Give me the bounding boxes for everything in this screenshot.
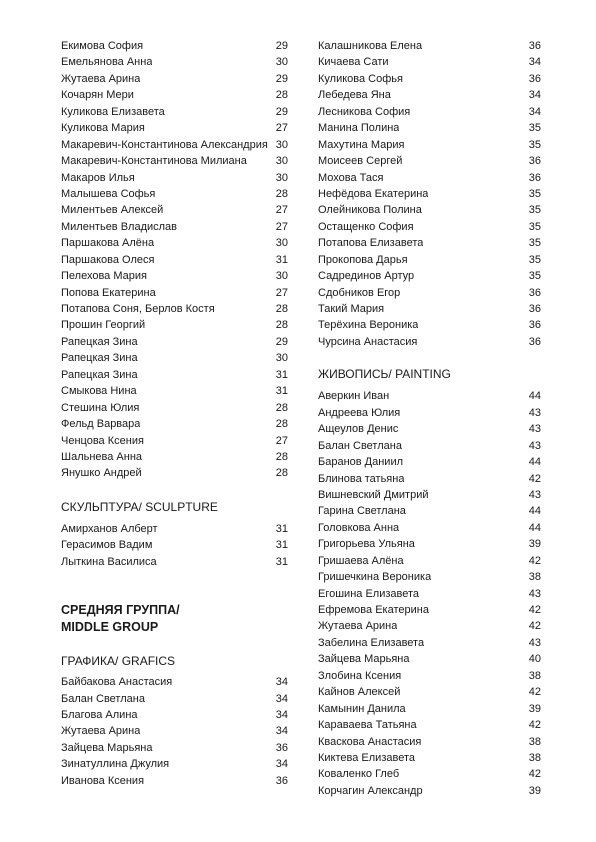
page-number: 38 bbox=[528, 571, 541, 584]
list-item bbox=[318, 170, 541, 186]
list-item bbox=[318, 219, 541, 235]
page-number: 30 bbox=[275, 237, 288, 250]
list-item bbox=[61, 38, 288, 54]
list-item bbox=[61, 383, 288, 399]
page-number: 43 bbox=[528, 406, 541, 419]
list-item bbox=[318, 701, 541, 717]
list-item bbox=[318, 684, 541, 700]
page-number: 36 bbox=[275, 774, 288, 787]
page-number: 29 bbox=[275, 72, 288, 85]
list-item bbox=[61, 202, 288, 218]
page-number: 28 bbox=[275, 450, 288, 463]
page-number: 44 bbox=[528, 390, 541, 403]
page-number: 30 bbox=[275, 270, 288, 283]
list-item bbox=[318, 104, 541, 120]
entry-name: Малышева Софья bbox=[61, 187, 156, 200]
page-number: 39 bbox=[528, 784, 541, 797]
list-item bbox=[318, 668, 541, 684]
list-item bbox=[318, 635, 541, 651]
page-number: 42 bbox=[528, 686, 541, 699]
page-number: 29 bbox=[275, 335, 288, 348]
entry-name: Жутаева Арина bbox=[318, 620, 398, 633]
list-item bbox=[61, 554, 288, 570]
list-item bbox=[318, 317, 541, 333]
entry-name: Герасимов Вадим bbox=[61, 539, 153, 552]
entry-name: Мохова Тася bbox=[318, 171, 384, 184]
list-item bbox=[318, 766, 541, 782]
page-number: 42 bbox=[528, 719, 541, 732]
entry-name: Емельянова Анна bbox=[61, 56, 153, 69]
list-item bbox=[61, 285, 288, 301]
page-number: 31 bbox=[275, 522, 288, 535]
list-item bbox=[61, 674, 288, 690]
entry-name: Чурсина Анастасия bbox=[318, 335, 418, 348]
list-item bbox=[61, 87, 288, 103]
page-number: 29 bbox=[275, 105, 288, 118]
entry-name: Рапецкая Зина bbox=[61, 335, 138, 348]
page-number: 36 bbox=[528, 72, 541, 85]
index-column-right bbox=[318, 38, 541, 799]
entry-name: Блинова татьяна bbox=[318, 472, 405, 485]
entry-name: Куликова Мария bbox=[61, 122, 145, 135]
entry-name: Паршакова Алёна bbox=[61, 237, 155, 250]
page-number: 43 bbox=[528, 488, 541, 501]
page-number: 36 bbox=[528, 286, 541, 299]
list-item bbox=[61, 317, 288, 333]
page-number: 35 bbox=[528, 237, 541, 250]
list-item bbox=[61, 723, 288, 739]
entry-name: Забелина Елизавета bbox=[318, 636, 425, 649]
list-item bbox=[318, 137, 541, 153]
page-number: 42 bbox=[528, 472, 541, 485]
entry-name: Махутина Мария bbox=[318, 138, 405, 151]
list-item bbox=[61, 252, 288, 268]
entry-name: Байбакова Анастасия bbox=[61, 676, 173, 689]
list-item bbox=[318, 487, 541, 503]
entry-name: Янушко Андрей bbox=[61, 467, 142, 480]
list-item bbox=[61, 773, 288, 789]
list-item bbox=[318, 553, 541, 569]
page-number: 42 bbox=[528, 554, 541, 567]
entry-name: Кичаева Сати bbox=[318, 56, 389, 69]
list-item bbox=[61, 521, 288, 537]
list-item bbox=[318, 268, 541, 284]
entry-name: Гришечкина Вероника bbox=[318, 571, 432, 584]
entry-name: Калашникова Елена bbox=[318, 40, 423, 52]
page-number: 34 bbox=[275, 709, 288, 721]
page-number: 30 bbox=[275, 155, 288, 168]
page-number: 28 bbox=[275, 303, 288, 315]
list-item bbox=[61, 350, 288, 366]
entry-name: Прокопова Дарья bbox=[318, 253, 408, 266]
page-number: 35 bbox=[528, 187, 541, 200]
page-number: 36 bbox=[528, 335, 541, 348]
entry-name: Смыкова Нина bbox=[61, 385, 137, 398]
entry-name: Милентьев Алексей bbox=[61, 204, 164, 217]
page-number: 35 bbox=[528, 220, 541, 233]
list-item bbox=[318, 405, 541, 421]
entry-name: Милентьев Владислав bbox=[61, 220, 178, 233]
list-item bbox=[61, 170, 288, 186]
entry-name: Рапецкая Зина bbox=[61, 368, 138, 381]
page-number: 43 bbox=[528, 636, 541, 649]
entry-name: Гришаева Алёна bbox=[318, 554, 404, 567]
list-item bbox=[318, 54, 541, 70]
list-item bbox=[318, 454, 541, 470]
entry-name: Зинатуллина Джулия bbox=[61, 758, 170, 771]
name-list bbox=[61, 674, 288, 789]
name-list bbox=[318, 38, 541, 350]
entry-name: Ащеулов Денис bbox=[318, 423, 399, 436]
entry-name: Моисеев Сергей bbox=[318, 155, 403, 168]
entry-name: Макаров Илья bbox=[61, 171, 135, 184]
entry-name: Пелехова Мария bbox=[61, 270, 147, 283]
page-number: 38 bbox=[528, 735, 541, 748]
entry-name: Потапова Соня, Берлов Костя bbox=[61, 303, 215, 315]
page-number: 34 bbox=[275, 725, 288, 738]
list-item bbox=[61, 433, 288, 449]
page-number: 36 bbox=[528, 303, 541, 315]
page-number: 28 bbox=[275, 89, 288, 102]
list-item bbox=[318, 783, 541, 799]
list-item bbox=[318, 38, 541, 54]
list-item bbox=[61, 235, 288, 251]
entry-name: Куликова Софья bbox=[318, 72, 403, 85]
page-number: 36 bbox=[275, 741, 288, 754]
page-number: 38 bbox=[528, 751, 541, 764]
page-number: 34 bbox=[528, 105, 541, 118]
entry-name: Головкова Анна bbox=[318, 521, 400, 534]
list-item bbox=[61, 301, 288, 317]
list-item bbox=[61, 691, 288, 707]
list-item bbox=[318, 438, 541, 454]
page-number: 36 bbox=[528, 155, 541, 168]
list-item bbox=[61, 268, 288, 284]
list-item bbox=[61, 54, 288, 70]
list-item bbox=[61, 367, 288, 383]
list-item bbox=[61, 740, 288, 756]
page-number: 42 bbox=[528, 604, 541, 616]
page-number: 27 bbox=[275, 122, 288, 135]
list-item bbox=[318, 618, 541, 634]
entry-name: Нефёдова Екатерина bbox=[318, 187, 429, 200]
page-number: 34 bbox=[528, 56, 541, 69]
list-item bbox=[61, 153, 288, 169]
entry-name: Кайнов Алексей bbox=[318, 686, 401, 699]
list-item bbox=[61, 137, 288, 153]
list-item bbox=[318, 536, 541, 552]
entry-name: Балан Светлана bbox=[318, 439, 402, 452]
entry-name: Злобина Ксения bbox=[318, 669, 402, 682]
entry-name: Гарина Светлана bbox=[318, 505, 406, 518]
list-item bbox=[318, 651, 541, 667]
entry-name: Аверкин Иван bbox=[318, 390, 390, 403]
name-list bbox=[318, 388, 541, 799]
entry-name: Макаревич-Константинова Александрия bbox=[61, 138, 268, 151]
list-item bbox=[318, 202, 541, 218]
entry-name: Жутаева Арина bbox=[61, 725, 141, 738]
entry-name: Макаревич-Константинова Милиана bbox=[61, 155, 247, 168]
entry-name: Рапецкая Зина bbox=[61, 352, 138, 365]
list-item bbox=[318, 569, 541, 585]
entry-name: Паршакова Олеся bbox=[61, 253, 155, 266]
page-number: 31 bbox=[275, 539, 288, 552]
page-number: 27 bbox=[275, 434, 288, 447]
page-number: 42 bbox=[528, 620, 541, 633]
list-item bbox=[61, 707, 288, 723]
page-number: 39 bbox=[528, 538, 541, 551]
list-item bbox=[318, 285, 541, 301]
list-item bbox=[61, 449, 288, 465]
page-number: 34 bbox=[528, 89, 541, 102]
list-item bbox=[61, 71, 288, 87]
page-number: 39 bbox=[528, 702, 541, 715]
page-number: 35 bbox=[528, 122, 541, 135]
page-number: 40 bbox=[528, 653, 541, 666]
page-number: 30 bbox=[275, 352, 288, 365]
page-number: 36 bbox=[528, 319, 541, 332]
page-number: 44 bbox=[528, 505, 541, 518]
page-number: 31 bbox=[275, 555, 288, 568]
page-number: 43 bbox=[528, 423, 541, 436]
page-number: 30 bbox=[275, 171, 288, 184]
entry-name: Такий Мария bbox=[318, 303, 385, 315]
list-item bbox=[318, 503, 541, 519]
entry-name: Лебедева Яна bbox=[318, 89, 391, 102]
entry-name: Терёхина Вероника bbox=[318, 319, 419, 332]
list-item bbox=[318, 471, 541, 487]
list-item bbox=[318, 235, 541, 251]
page-number: 34 bbox=[275, 758, 288, 771]
entry-name: Садрединов Артур bbox=[318, 270, 415, 283]
entry-name: Потапова Елизавета bbox=[318, 237, 424, 250]
entry-name: Куликова Елизавета bbox=[61, 105, 165, 118]
page-number: 34 bbox=[275, 676, 288, 689]
list-item bbox=[61, 120, 288, 136]
entry-name: Сдобников Егор bbox=[318, 286, 401, 299]
entry-name: Вишневский Дмитрий bbox=[318, 488, 429, 501]
list-item bbox=[318, 301, 541, 317]
entry-name: Лесникова София bbox=[318, 105, 411, 118]
list-item bbox=[61, 334, 288, 350]
entry-name: Олейникова Полина bbox=[318, 204, 422, 217]
list-item bbox=[318, 120, 541, 136]
page-number: 35 bbox=[528, 270, 541, 283]
list-item bbox=[318, 586, 541, 602]
page-number: 35 bbox=[528, 204, 541, 217]
page-number: 35 bbox=[528, 138, 541, 151]
entry-name: Ефремова Екатерина bbox=[318, 604, 429, 616]
entry-name: Ченцова Ксения bbox=[61, 434, 144, 447]
list-item bbox=[318, 334, 541, 350]
entry-name: Благова Алина bbox=[61, 709, 138, 721]
entry-name: Кочарян Мери bbox=[61, 89, 134, 102]
page-number: 31 bbox=[275, 385, 288, 398]
list-item bbox=[318, 87, 541, 103]
page-number: 28 bbox=[275, 418, 288, 431]
page-number: 44 bbox=[528, 521, 541, 534]
page-number: 27 bbox=[275, 220, 288, 233]
page-number: 27 bbox=[275, 286, 288, 299]
entry-name: Балан Светлана bbox=[61, 692, 145, 705]
page-number: 31 bbox=[275, 253, 288, 266]
page-number: 29 bbox=[275, 40, 288, 52]
entry-name: Егошина Елизавета bbox=[318, 587, 420, 600]
page-number: 44 bbox=[528, 456, 541, 469]
entry-name: Григорьева Ульяна bbox=[318, 538, 415, 551]
name-list bbox=[61, 521, 288, 570]
list-item bbox=[318, 717, 541, 733]
entry-name: Иванова Ксения bbox=[61, 774, 145, 787]
section-title-painting: ЖИВОПИСЬ/ PAINTING bbox=[318, 367, 451, 382]
entry-name: Жутаева Арина bbox=[61, 72, 141, 85]
list-item bbox=[318, 520, 541, 536]
list-item bbox=[61, 104, 288, 120]
page-number: 28 bbox=[275, 401, 288, 414]
list-item bbox=[318, 421, 541, 437]
list-item bbox=[61, 756, 288, 772]
group-title bbox=[61, 602, 288, 636]
page-number: 31 bbox=[275, 368, 288, 381]
list-item bbox=[61, 219, 288, 235]
group-title-line: СРЕДНЯЯ ГРУППА/ bbox=[61, 603, 180, 618]
section-title-sculpture: СКУЛЬПТУРА/ SCULPTURE bbox=[61, 499, 218, 514]
entry-name: Корчагин Александр bbox=[318, 784, 423, 797]
page-number: 35 bbox=[528, 253, 541, 266]
page-number: 28 bbox=[275, 187, 288, 200]
list-item bbox=[318, 602, 541, 618]
list-item bbox=[318, 734, 541, 750]
entry-name: Манина Полина bbox=[318, 122, 400, 135]
page-number: 42 bbox=[528, 768, 541, 781]
entry-name: Караваева Татьяна bbox=[318, 719, 417, 732]
name-list bbox=[61, 38, 288, 482]
page-number: 30 bbox=[275, 138, 288, 151]
page-number: 28 bbox=[275, 467, 288, 480]
entry-name: Андреева Юлия bbox=[318, 406, 401, 419]
entry-name: Стешина Юлия bbox=[61, 401, 140, 414]
entry-name: Киктева Елизавета bbox=[318, 751, 415, 764]
entry-name: Баранов Даниил bbox=[318, 456, 404, 469]
entry-name: Остащенко София bbox=[318, 220, 414, 233]
page-number: 36 bbox=[528, 171, 541, 184]
page-number: 36 bbox=[528, 40, 541, 52]
entry-name: Камынин Данила bbox=[318, 702, 406, 715]
page-number: 38 bbox=[528, 669, 541, 682]
page-number: 43 bbox=[528, 439, 541, 452]
group-title-line: MIDDLE GROUP bbox=[61, 620, 159, 635]
entry-name: Шальнева Анна bbox=[61, 450, 143, 463]
page-number: 43 bbox=[528, 587, 541, 600]
page-number: 27 bbox=[275, 204, 288, 217]
list-item bbox=[318, 153, 541, 169]
list-item bbox=[318, 388, 541, 404]
page-number: 34 bbox=[275, 692, 288, 705]
list-item bbox=[318, 252, 541, 268]
entry-name: Прошин Георгий bbox=[61, 319, 146, 332]
section-title-grafics: ГРАФИКА/ GRAFICS bbox=[61, 654, 176, 669]
page-number: 30 bbox=[275, 56, 288, 69]
entry-name: Коваленко Глеб bbox=[318, 768, 400, 781]
entry-name: Лыткина Василиса bbox=[61, 555, 157, 568]
list-item bbox=[61, 400, 288, 416]
entry-name: Попова Екатерина bbox=[61, 286, 156, 299]
list-item bbox=[318, 750, 541, 766]
entry-name: Зайцева Марьяна bbox=[318, 653, 410, 666]
list-item bbox=[61, 537, 288, 553]
list-item bbox=[61, 186, 288, 202]
entry-name: Кваскова Анастасия bbox=[318, 735, 422, 748]
entry-name: Зайцева Марьяна bbox=[61, 741, 153, 754]
list-item bbox=[61, 465, 288, 481]
list-item bbox=[61, 416, 288, 432]
index-column-left bbox=[61, 38, 288, 789]
list-item bbox=[318, 186, 541, 202]
list-item bbox=[318, 71, 541, 87]
page-number: 28 bbox=[275, 319, 288, 332]
entry-name: Екимова София bbox=[61, 40, 144, 52]
entry-name: Фельд Варвара bbox=[61, 418, 141, 431]
entry-name: Амирханов Алберт bbox=[61, 522, 158, 535]
